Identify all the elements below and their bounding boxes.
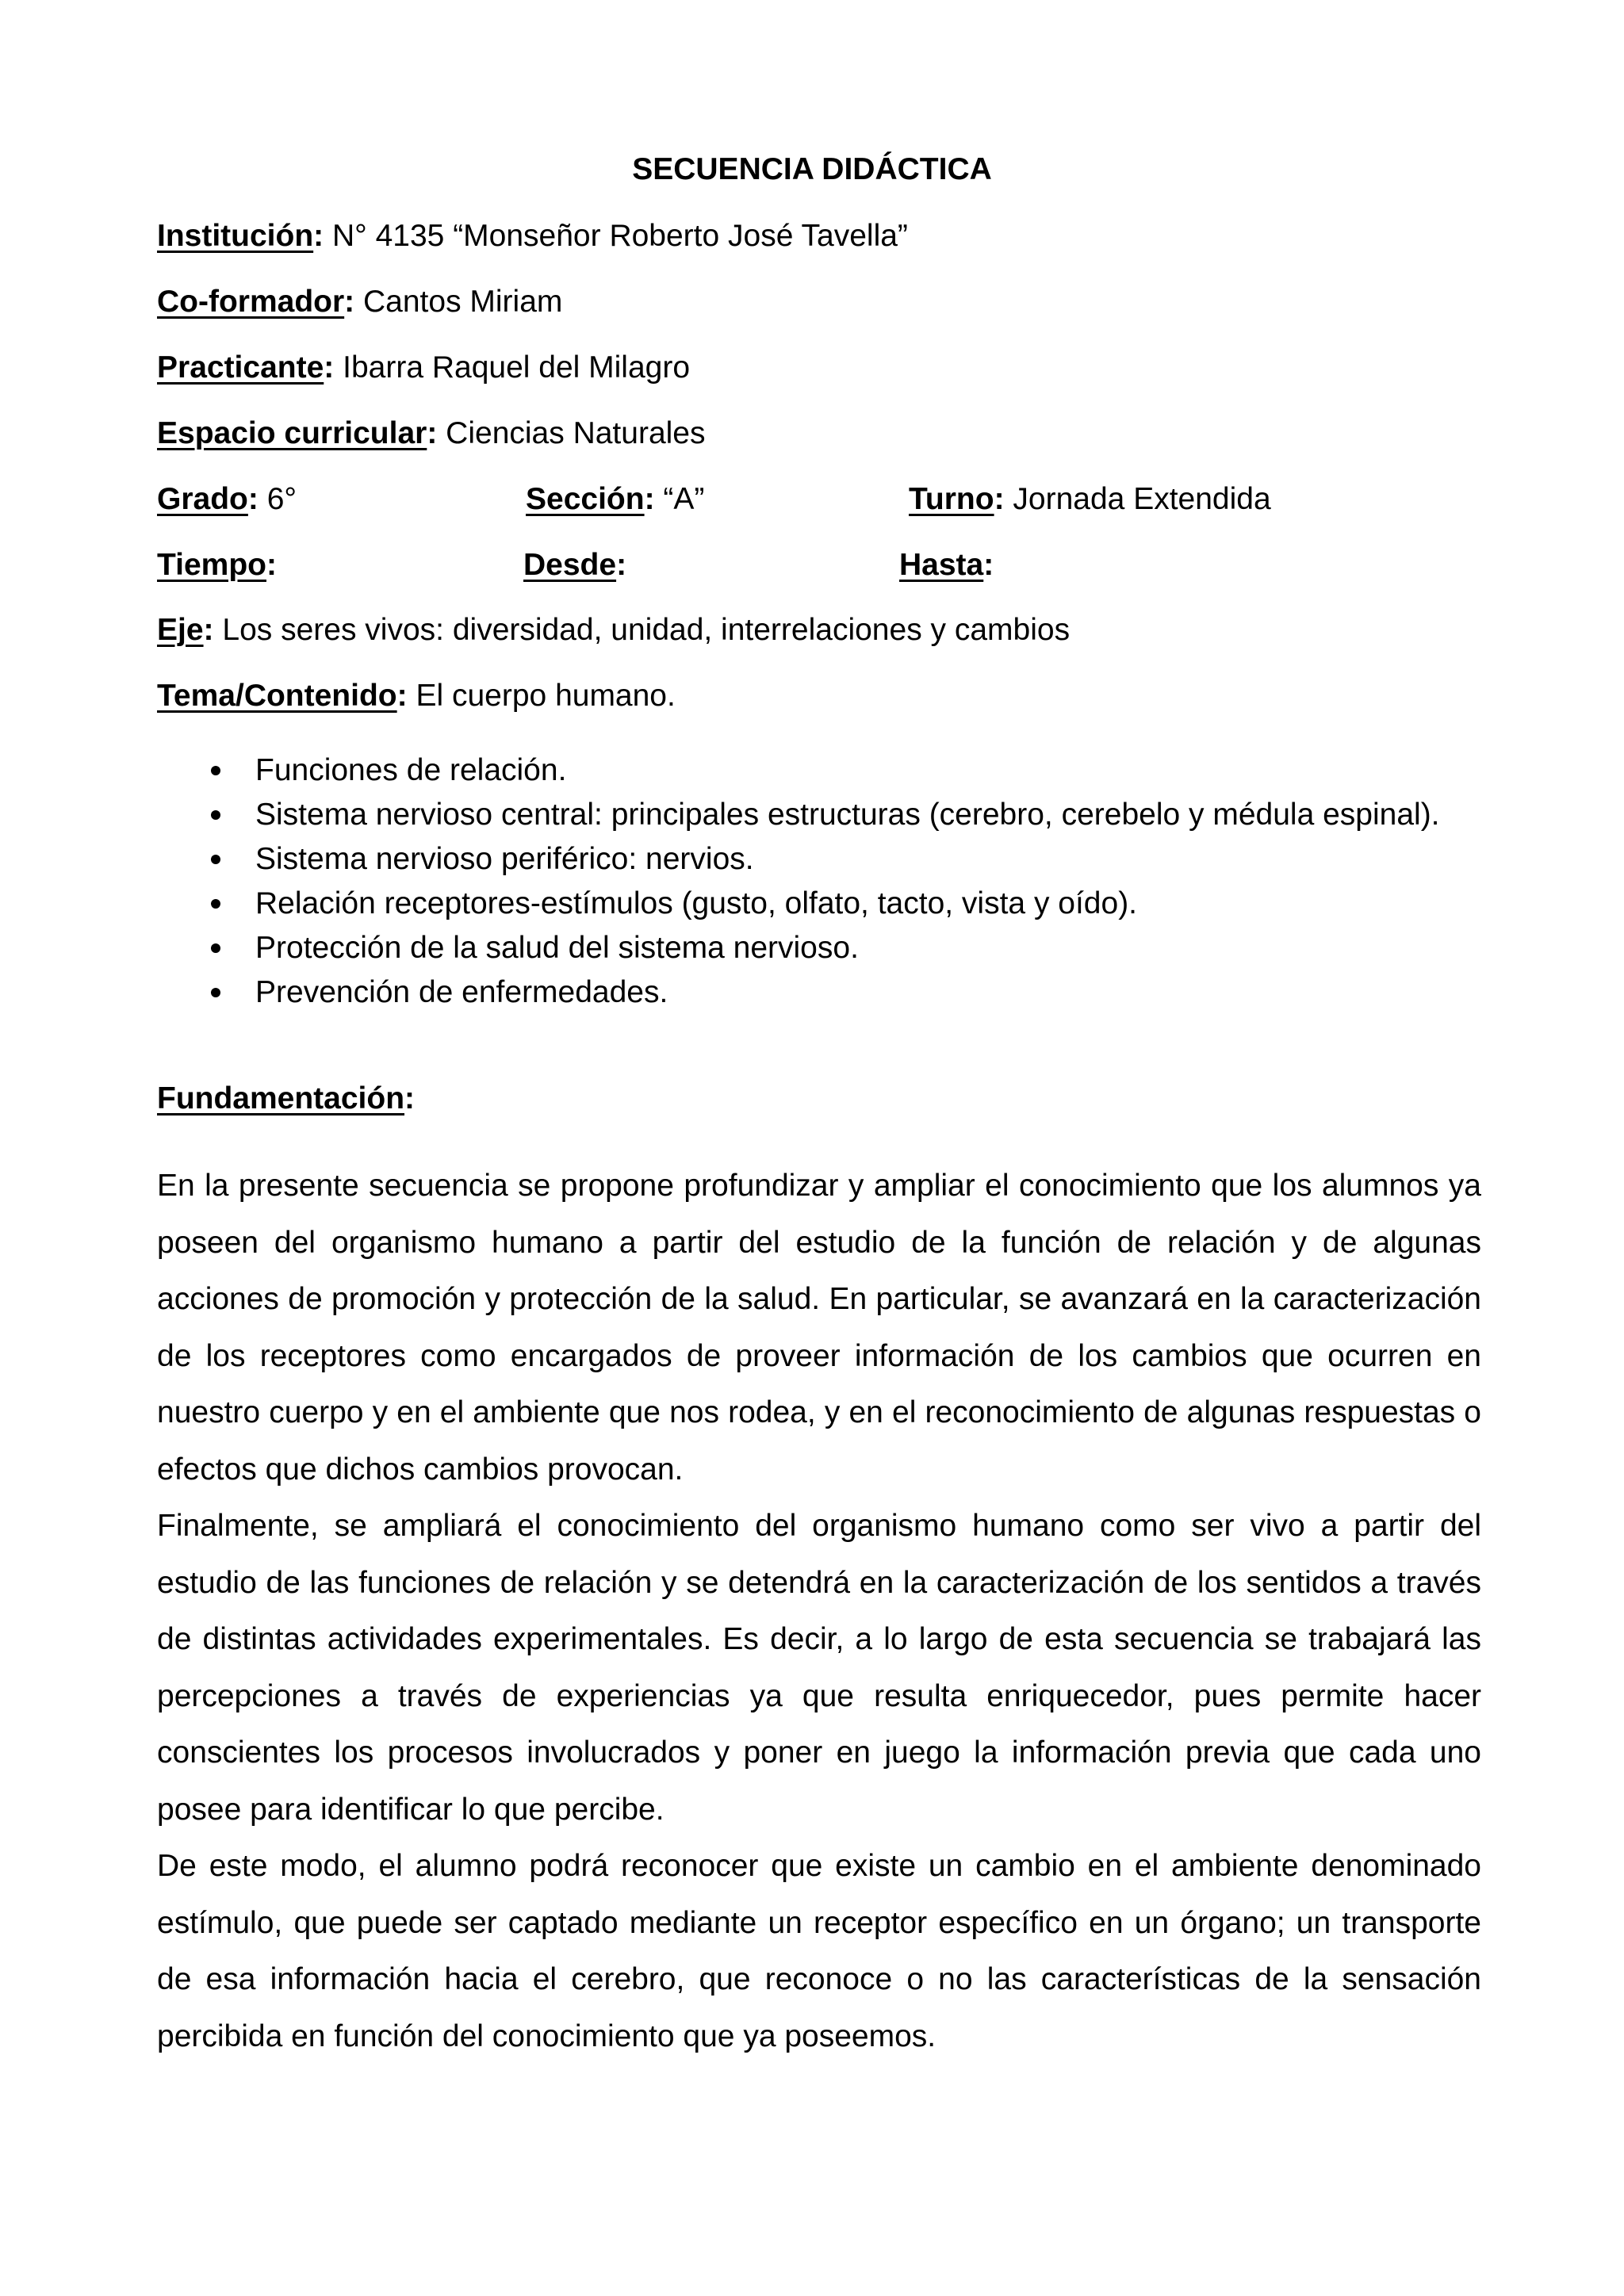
espacio-field xyxy=(157,415,705,453)
hasta-label: Hasta: xyxy=(899,548,994,582)
desde-field xyxy=(523,546,626,584)
institucion-label: Institución: xyxy=(157,219,324,253)
tema-value: El cuerpo humano. xyxy=(416,679,676,713)
practicante-label: Practicante: xyxy=(157,350,335,385)
list-item: Protección de la salud del sistema nervioso. xyxy=(157,926,1480,970)
grado-value: 6° xyxy=(266,482,297,516)
turno-value: Jornada Extendida xyxy=(1013,482,1271,516)
fundamentacion-paragraph-2: Finalmente, se ampliará el conocimiento del organismo humano como ser vivo a partir del estudio de las funciones de relación y se detendrá en la caracterización de los sentidos a través de distintas actividades experimentales. Es decir, a lo largo de esta secuencia se trabajará las percepciones a través de experiencias ya que resulta enriquecedor, pues permite hacer conscientes los procesos involucrados y poner en juego la información previa que cada uno posee para identificar lo que percibe. xyxy=(157,1509,1481,1827)
eje-value: Los seres vivos: diversidad, unidad, interrelaciones y cambios xyxy=(222,613,1071,647)
list-item: Sistema nervioso periférico: nervios. xyxy=(157,837,1480,882)
seccion-field xyxy=(526,480,704,519)
coformador-label: Co-formador: xyxy=(157,285,355,319)
seccion-value: “A” xyxy=(663,482,705,516)
fundamentacion-heading: Fundamentación: xyxy=(157,1081,416,1115)
institucion-value: N° 4135 “Monseñor Roberto José Tavella” xyxy=(332,219,908,253)
list-item: Funciones de relación. xyxy=(157,748,1480,793)
practicante-value: Ibarra Raquel del Milagro xyxy=(343,350,691,385)
tema-field xyxy=(157,677,676,715)
grado-label: Grado: xyxy=(157,482,259,516)
coformador-value: Cantos Miriam xyxy=(363,285,563,319)
hasta-field xyxy=(899,546,994,584)
list-item: Relación receptores-estímulos (gusto, olfato, tacto, vista y oído). xyxy=(157,882,1480,926)
espacio-label: Espacio curricular: xyxy=(157,416,438,450)
contents-list xyxy=(157,748,1480,1015)
desde-label: Desde: xyxy=(523,548,627,582)
turno-field xyxy=(909,480,1271,519)
institucion-field xyxy=(157,217,908,255)
eje-field xyxy=(157,611,1070,649)
fundamentacion-paragraph-1: En la presente secuencia se propone profundizar y ampliar el conocimiento que los alumnos ya poseen del organismo humano a partir del estudio de la función de relación y de algunas acciones de promoción y protección de la salud. En particular, se avanzará en la caracterización de los receptores como encargados de proveer información de los cambios que ocurren en nuestro cuerpo y en el ambiente que nos rodea, y en el reconocimiento de algunas respuestas o efectos que dichos cambios provocan. xyxy=(157,1169,1481,1487)
tema-label: Tema/Contenido: xyxy=(157,679,408,713)
practicante-field xyxy=(157,349,690,387)
tiempo-label: Tiempo: xyxy=(157,548,277,582)
tiempo-field xyxy=(157,546,277,584)
fundamentacion-paragraph-3: De este modo, el alumno podrá reconocer que existe un cambio en el ambiente denominado estímulo, que puede ser captado mediante un receptor específico en un órgano; un transporte de esa información hacia el cerebro, que reconoce o no las características de la sensación percibida en función del conocimiento que ya poseemos. xyxy=(157,1849,1481,2053)
espacio-value: Ciencias Naturales xyxy=(446,416,706,450)
document-title: SECUENCIA DIDÁCTICA xyxy=(632,152,992,186)
seccion-label: Sección: xyxy=(526,482,655,516)
coformador-field xyxy=(157,283,562,321)
turno-label: Turno: xyxy=(909,482,1005,516)
eje-label: Eje: xyxy=(157,613,214,647)
list-item: Prevención de enfermedades. xyxy=(157,970,1480,1015)
grado-field xyxy=(157,480,297,519)
list-item: Sistema nervioso central: principales estructuras (cerebro, cerebelo y médula espinal). xyxy=(157,793,1480,837)
